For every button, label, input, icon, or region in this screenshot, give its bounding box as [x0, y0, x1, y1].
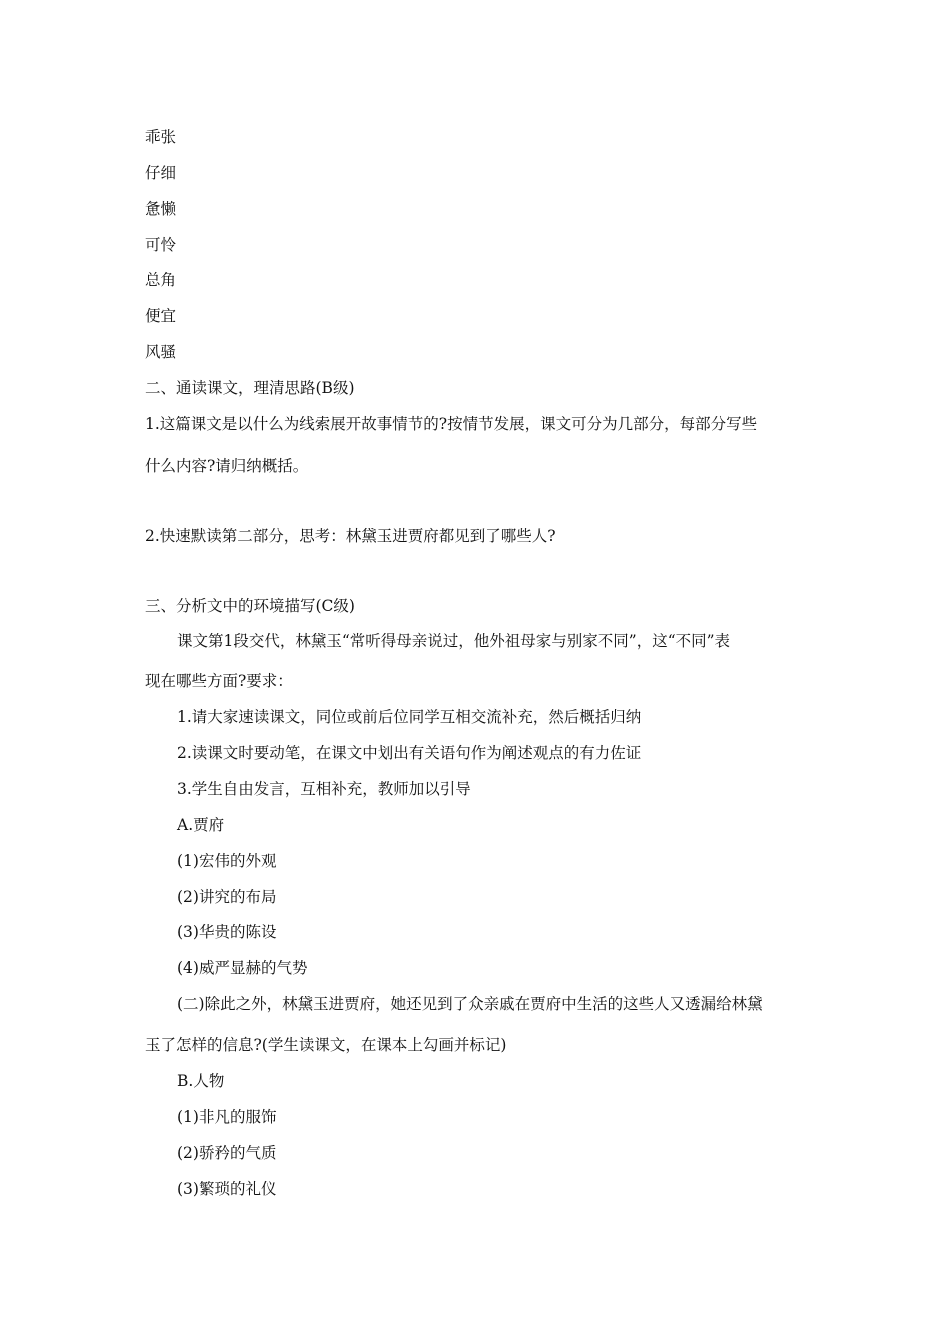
list-item: (2)讲究的布局	[177, 888, 277, 906]
part-heading: B.人物	[177, 1072, 225, 1090]
requirement-item: 2.读课文时要动笔，在课文中划出有关语句作为阐述观点的有力佐证	[177, 744, 642, 762]
list-item: (3)繁琐的礼仪	[177, 1180, 277, 1198]
question-text: 1.这篇课文是以什么为线索展开故事情节的?按情节发展，课文可分为几部分，每部分写些	[145, 415, 758, 433]
vocab-item: 仔细	[145, 164, 177, 182]
section-heading: 二、通读课文，理清思路(B级)	[145, 379, 355, 397]
list-item: (3)华贵的陈设	[177, 923, 277, 941]
list-item: (4)威严显赫的气势	[177, 959, 308, 977]
list-item: (1)非凡的服饰	[177, 1108, 277, 1126]
vocab-item: 总角	[145, 271, 177, 289]
list-item: (2)骄矜的气质	[177, 1144, 277, 1162]
vocab-item: 惫懒	[145, 200, 177, 218]
paragraph-text: 玉了怎样的信息?(学生读课文，在课本上勾画并标记)	[145, 1036, 507, 1054]
paragraph-text: 课文第1段交代，林黛玉“常听得母亲说过，他外祖母家与别家不同”，这“不同”表	[177, 632, 731, 650]
paragraph-text: 现在哪些方面?要求：	[145, 672, 293, 690]
question-text: 什么内容?请归纳概括。	[145, 457, 309, 475]
list-item: (1)宏伟的外观	[177, 852, 277, 870]
question-text: 2.快速默读第二部分，思考：林黛玉进贾府都见到了哪些人?	[145, 527, 556, 545]
vocab-item: 便宜	[145, 307, 177, 325]
vocab-item: 风骚	[145, 343, 177, 361]
part-heading: A.贾府	[177, 816, 225, 834]
requirement-item: 3.学生自由发言，互相补充，教师加以引导	[177, 780, 471, 798]
vocab-item: 可怜	[145, 236, 177, 254]
section-heading: 三、分析文中的环境描写(C级)	[145, 597, 355, 615]
requirement-item: 1.请大家速读课文，同位或前后位同学互相交流补充，然后概括归纳	[177, 708, 642, 726]
vocab-item: 乖张	[145, 128, 177, 146]
paragraph-text: (二)除此之外，林黛玉进贾府，她还见到了众亲戚在贾府中生活的这些人又透漏给林黛	[177, 995, 763, 1013]
